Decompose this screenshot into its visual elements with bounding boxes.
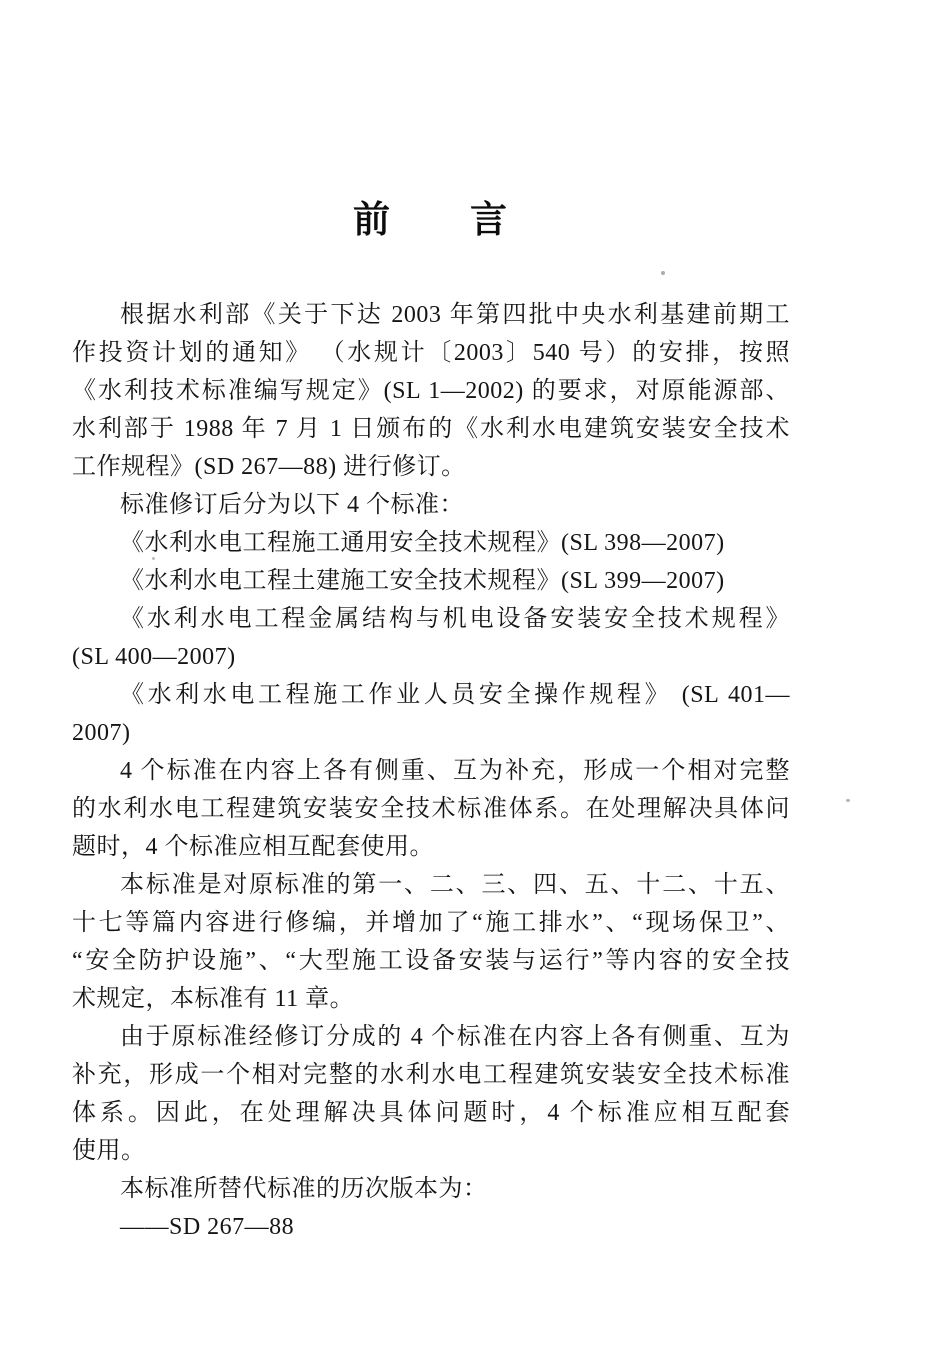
text-line: (SL 400—2007)	[72, 644, 236, 670]
text-line: 4 个标准在内容上各有侧重、互为补充，形成一个相对完整	[120, 758, 790, 784]
text-line: 本标准是对原标准的第一、二、三、四、五、十二、十五、	[120, 872, 790, 898]
text-line: “安全防护设施”、“大型施工设备安装与运行”等内容的安全技	[72, 948, 790, 974]
text-line: 标准修订后分为以下 4 个标准：	[120, 492, 464, 518]
text-line: ——SD 267—88	[120, 1214, 295, 1240]
scan-speck	[661, 271, 665, 275]
text-line: 体系。因此，在处理解决具体问题时，4 个标准应相互配套	[72, 1100, 790, 1126]
text-line: 根据水利部《关于下达 2003 年第四批中央水利基建前期工	[120, 302, 790, 328]
text-line: 工作规程》(SD 267—88) 进行修订。	[72, 454, 466, 480]
text-line: 题时，4 个标准应相互配套使用。	[72, 834, 434, 860]
scan-speck	[846, 799, 850, 802]
text-line: 《水利水电工程施工通用安全技术规程》(SL 398—2007)	[120, 530, 725, 556]
document-body	[72, 296, 790, 1246]
page-title: 前 言	[353, 199, 509, 240]
text-line: 作投资计划的通知》 （水规计〔2003〕540 号）的安排，按照	[72, 340, 790, 366]
text-line: 《水利技术标准编写规定》(SL 1—2002) 的要求，对原能源部、	[72, 378, 790, 404]
text-line: 补充，形成一个相对完整的水利水电工程建筑安装安全技术标准	[72, 1062, 790, 1088]
scan-speck	[152, 557, 155, 560]
text-line: 术规定，本标准有 11 章。	[72, 986, 355, 1012]
text-line: 《水利水电工程金属结构与机电设备安装安全技术规程》	[120, 606, 790, 632]
text-line: 2007)	[72, 720, 131, 746]
text-line: 使用。	[72, 1138, 146, 1164]
text-line: 的水利水电工程建筑安装安全技术标准体系。在处理解决具体问	[72, 796, 790, 822]
text-line: 十七等篇内容进行修编，并增加了“施工排水”、“现场保卫”、	[72, 910, 790, 936]
text-line: 《水利水电工程施工作业人员安全操作规程》 (SL 401—	[120, 682, 790, 708]
text-line: 水利部于 1988 年 7 月 1 日颁布的《水利水电建筑安装安全技术	[72, 416, 790, 442]
text-line: 由于原标准经修订分成的 4 个标准在内容上各有侧重、互为	[120, 1024, 790, 1050]
text-line: 《水利水电工程土建施工安全技术规程》(SL 399—2007)	[120, 568, 725, 594]
text-line: 本标准所替代标准的历次版本为：	[120, 1176, 488, 1202]
